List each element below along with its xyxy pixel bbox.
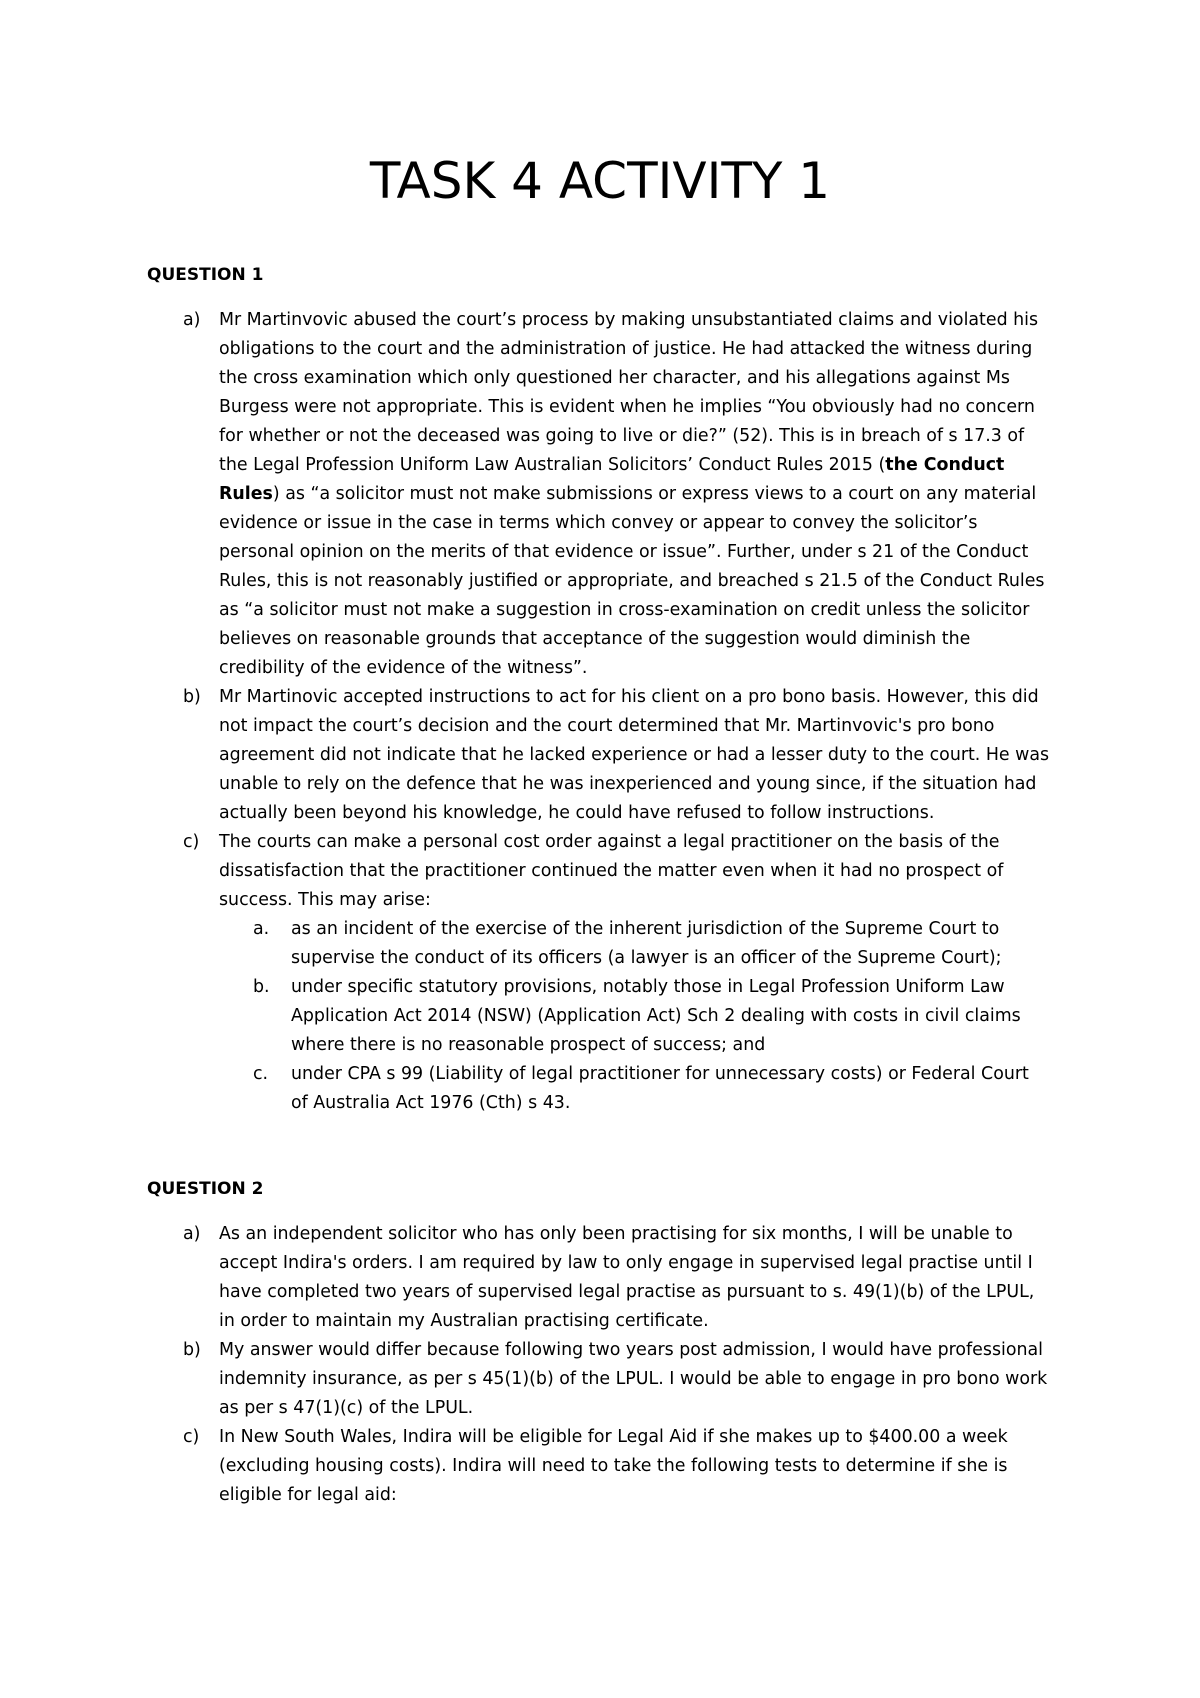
subitem-marker: a. (253, 919, 270, 939)
sublist-item-b (219, 973, 1050, 1060)
item-text: The courts can make a personal cost order against a legal practitioner on the basis of the dissatisfaction that the practitioner continued the matter even when it had no prospect of success. This may arise: (219, 832, 1004, 910)
question-2-item-c (0, 1423, 1200, 1510)
item-text: Mr Martinovic accepted instructions to act for his client on a pro bono basis. However, this did not impact the court’s decision and the court determined that Mr. Martinvovic's pro bono agreement did not indicate that he lacked experience or had a lesser duty to the court. He was unable to rely on the defence that he was inexperienced and young since, if the situation had actually been beyond his knowledge, he could have refused to follow instructions. (219, 687, 1050, 823)
question-1-list (0, 306, 1200, 1118)
question-2-list (0, 1220, 1200, 1510)
question-2-item-a (0, 1220, 1200, 1336)
item-marker: b) (183, 687, 201, 707)
item-marker: c) (183, 832, 200, 852)
question-1-item-b (0, 683, 1200, 828)
page-title: TASK 4 ACTIVITY 1 (369, 152, 831, 210)
question-1-sublist (219, 915, 1050, 1118)
item-text: In New South Wales, Indira will be eligible for Legal Aid if she makes up to $400.00 a week (excluding housing costs). Indira will need to take the following tests to determine if she is eligible for legal aid: (219, 1427, 1008, 1505)
item-marker: a) (183, 1224, 201, 1244)
item-marker: a) (183, 310, 201, 330)
item-marker: b) (183, 1340, 201, 1360)
subitem-text: as an incident of the exercise of the inherent jurisdiction of the Supreme Court to supervise the conduct of its officers (a lawyer is an officer of the Supreme Court); (291, 919, 1002, 968)
sublist-item-a (219, 915, 1050, 973)
subitem-text: under CPA s 99 (Liability of legal practitioner for unnecessary costs) or Federal Court of Australia Act 1976 (Cth) s 43. (291, 1064, 1029, 1113)
subitem-text: under specific statutory provisions, notably those in Legal Profession Uniform Law Application Act 2014 (NSW) (Application Act) Sch 2 dealing with costs in civil claims where there is no reasonable prospect of success; and (291, 977, 1021, 1055)
item-text: As an independent solicitor who has only been practising for six months, I will be unable to accept Indira's orders. I am required by law to only engage in supervised legal practise until I have completed two years of supervised legal practise as pursuant to s. 49(1)(b) of the LPUL, in order to maintain my Australian practising certificate. (219, 1224, 1035, 1331)
item-marker: c) (183, 1427, 200, 1447)
defined-term: the Conduct Rules (219, 455, 1005, 504)
sublist-item-c (219, 1060, 1050, 1118)
item-text: My answer would differ because following two years post admission, I would have professional indemnity insurance, as per s 45(1)(b) of the LPUL. I would be able to engage in pro bono work as per s 47(1)(c) of the LPUL. (219, 1340, 1048, 1418)
question-1-item-a (0, 306, 1200, 683)
question-1-heading: QUESTION 1 (147, 265, 264, 285)
subitem-marker: c. (253, 1064, 269, 1084)
question-1-item-c (0, 828, 1200, 1118)
question-2-item-b (0, 1336, 1200, 1423)
question-2-heading: QUESTION 2 (147, 1179, 264, 1199)
item-text (219, 310, 1045, 678)
subitem-marker: b. (253, 977, 270, 997)
item-text-part: ) as “a solicitor must not make submissions or express views to a court on any material evidence or issue in the case in terms which convey or appear to convey the solicitor’s personal opinion on the merits of that evidence or issue”. Further, under s 21 of the Conduct Rules, this is not reasonably justified or appropriate, and breached s 21.5 of the Conduct Rules as “a solicitor must not make a suggestion in cross-examination on credit unless the solicitor believes on reasonable grounds that acceptance of the suggestion would diminish the credibility of the evidence of the witness”. (219, 484, 1045, 678)
item-text-part: Mr Martinvovic abused the court’s process by making unsubstantiated claims and violated his obligations to the court and the administration of justice. He had attacked the witness during the cross examination which only questioned her character, and his allegations against Ms Burgess were not appropriate. This is evident when he implies “You obviously had no concern for whether or not the deceased was going to live or die?” (52). This is in breach of s 17.3 of the Legal Profession Uniform Law Australian Solicitors’ Conduct Rules 2015 ( (219, 310, 1039, 475)
